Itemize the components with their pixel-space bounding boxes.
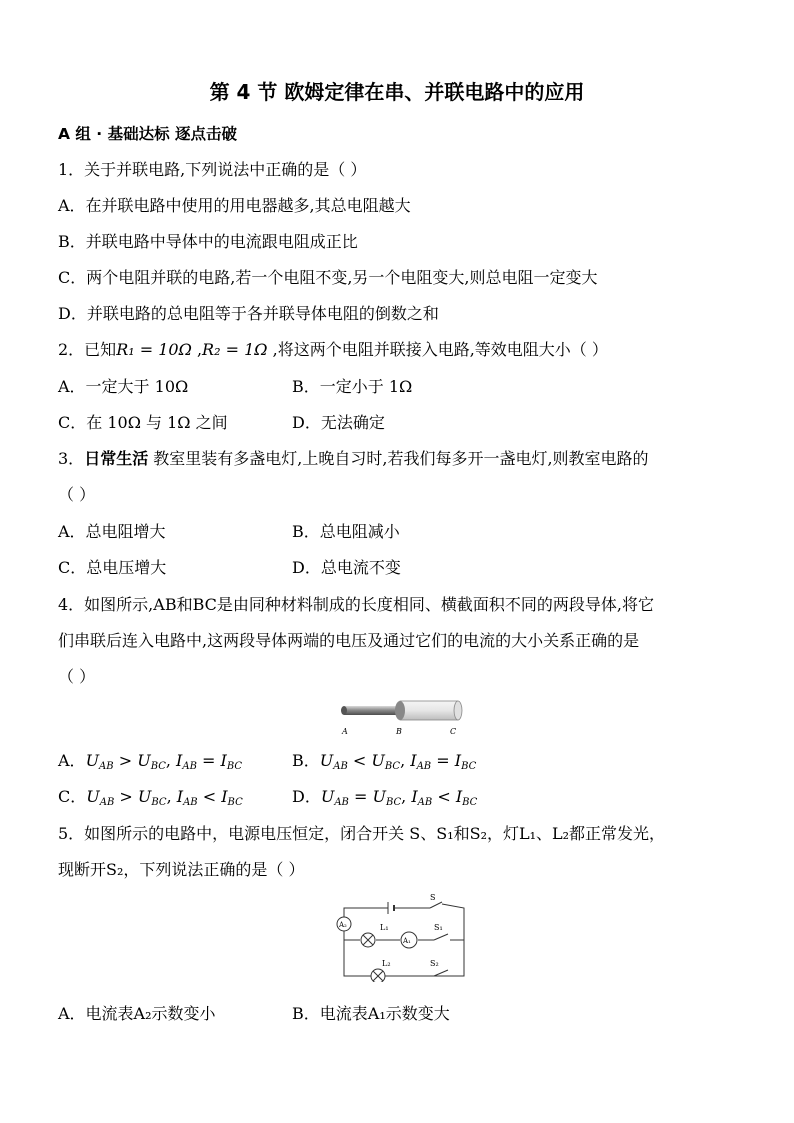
q1-option-a: A．在并联电路中使用的用电器越多,其总电阻越大 (58, 196, 411, 215)
lamp-l1-icon (361, 933, 375, 947)
q4-option-d: D．$U_{AB} = U_{BC}$, $I_{AB} < I_{BC}$ (292, 787, 478, 808)
q2-number: 2．已知 (58, 340, 117, 359)
q3-number: 3． (58, 449, 85, 468)
switch-s1-label: S₁ (434, 923, 443, 932)
q2-r1: R₁ = 10Ω (116, 340, 192, 359)
q2-option-b: B．一定小于 1Ω (292, 377, 413, 396)
q4-stem-line2: 们串联后连入电路中,这两段导体两端的电压及通过它们的电流的大小关系正确的是 (58, 631, 640, 650)
q3-stem (58, 449, 649, 469)
ammeter-a2-label: A₂ (339, 921, 347, 929)
q5-option-b: B．电流表A₁示数变大 (292, 1004, 450, 1023)
q2-option-a: A．一定大于 10Ω (58, 377, 189, 396)
q4-option-a: A．$U_{AB} > U_{BC}$, $I_{AB} = I_{BC}$ (58, 751, 243, 772)
label-a: A (342, 727, 348, 736)
q3-option-d: D．总电流不变 (292, 558, 401, 577)
q4-stem-line1: 4．如图所示,AB和BC是由同种材料制成的长度相同、横截面积不同的两段导体,将它 (58, 595, 654, 614)
conductor-end-c (454, 701, 462, 720)
switch-s2-blade (434, 970, 448, 976)
q4-option-b: B．$U_{AB} < U_{BC}$, $I_{AB} = I_{BC}$ (292, 751, 477, 772)
q3-paren: （ ） (58, 485, 96, 504)
q2-stem (58, 340, 608, 360)
q1-option-d: D．并联电路的总电阻等于各并联导体电阻的倒数之和 (58, 304, 439, 323)
q4-option-c: C．$U_{AB} > U_{BC}$, $I_{AB} < I_{BC}$ (58, 787, 243, 808)
section-heading: A 组 · 基础达标 逐点击破 (58, 125, 237, 143)
q5-option-a: A．电流表A₂示数变小 (58, 1004, 216, 1023)
page-title: 第 4 节 欧姆定律在串、并联电路中的应用 (209, 80, 585, 104)
q5-stem-line2: 现断开S₂，下列说法正确的是（ ） (58, 860, 305, 879)
q1-stem: 1．关于并联电路,下列说法中正确的是（ ） (58, 160, 367, 179)
label-c: C (450, 727, 457, 736)
q2-option-c: C．在 10Ω 与 1Ω 之间 (58, 413, 228, 432)
conductor-bc (400, 701, 458, 720)
label-b: B (396, 727, 402, 736)
q2-rest: ,将这两个电阻并联接入电路,等效电阻大小（ ） (267, 340, 608, 359)
ammeter-a1-label: A₁ (403, 937, 411, 945)
lamp-l2-icon (371, 969, 385, 982)
circuit-figure (330, 890, 470, 982)
q3-option-c: C．总电压增大 (58, 558, 167, 577)
q1-option-b: B．并联电路中导体中的电流跟电阻成正比 (58, 232, 358, 251)
q2-separator: , (191, 340, 203, 359)
q3-option-b: B．总电阻减小 (292, 522, 400, 541)
conductor-end-a (341, 706, 347, 715)
q4-paren: （ ） (58, 667, 96, 686)
top-right-wire (442, 904, 464, 912)
q1-option-c: C．两个电阻并联的电路,若一个电阻不变,另一个电阻变大,则总电阻一定变大 (58, 268, 598, 287)
lamp-l1-label: L₁ (380, 923, 389, 932)
conductor-end-b (395, 701, 405, 720)
switch-s-label: S (430, 893, 436, 902)
q3-stem-text: 教室里装有多盏电灯,上晚自习时,若我们每多开一盏电灯,则教室电路的 (148, 449, 649, 468)
q3-tag: 日常生活 (84, 449, 149, 468)
switch-s-blade (430, 902, 442, 908)
conductor-figure (334, 698, 464, 738)
top-left-wire (344, 908, 388, 912)
q2-r2: R₂ = 1Ω (202, 340, 268, 359)
lamp-l2-label: L₂ (382, 959, 391, 968)
q3-option-a: A．总电阻增大 (58, 522, 166, 541)
switch-s2-label: S₂ (430, 959, 439, 968)
q5-stem-line1: 5．如图所示的电路中，电源电压恒定，闭合开关 S、S₁和S₂，灯L₁、L₂都正常发光， (58, 824, 666, 843)
q2-option-d: D．无法确定 (292, 413, 385, 432)
switch-s1-blade (434, 934, 448, 940)
